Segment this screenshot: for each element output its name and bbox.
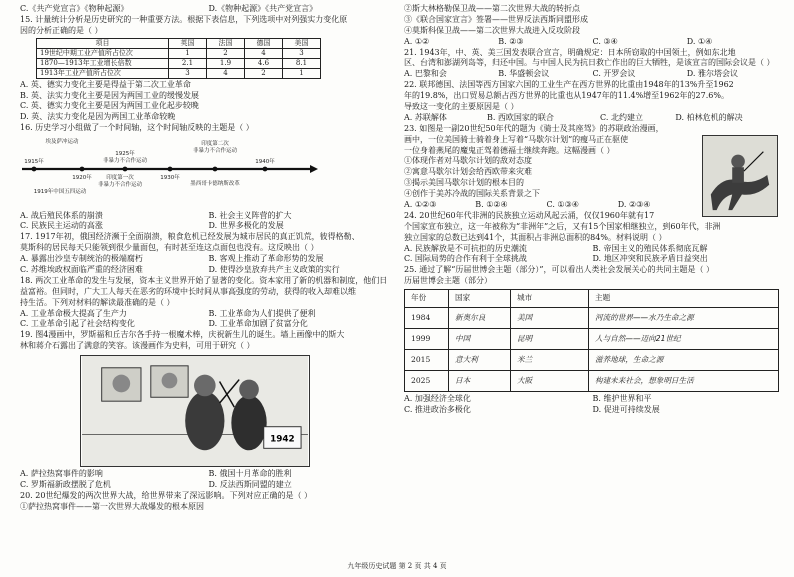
q15-option-b: B. 英、法实力变化主要是因为两国工业的缓慢发展	[20, 90, 199, 100]
q20-option-b: B. ②③	[498, 36, 524, 46]
table-cell: 滋养地球，生命之源	[589, 350, 779, 371]
timeline-label: 1919年中国五四运动	[33, 189, 87, 196]
table-cell: 大阪	[511, 371, 589, 392]
q19-stem-cont: 林和蒋介石露出了满意的笑容。该漫画作为史料，可用于研究（ ）	[20, 341, 255, 351]
q25-header: 城市	[511, 290, 589, 308]
table-cell: 昆明	[511, 329, 589, 350]
q25-options-row2	[404, 405, 781, 416]
cartoon-caption: 1942	[270, 434, 295, 445]
question-17	[20, 232, 397, 276]
q16-stem: 16. 历史学习小组做了一个时间轴，这个时间轴反映的主题是（ ）	[20, 123, 254, 133]
table-cell: 意大利	[449, 350, 511, 371]
q22-stem: 22. 联邦德国、法国等西方国家六国的工业生产在西方世界的比重由1948年的13%升至1962	[404, 80, 734, 90]
q20-item-2: ②斯大林格勒保卫战——第二次世界大战的转折点	[404, 4, 580, 13]
page-footer: 九年级历史试题 第 2 页 共 4 页	[347, 562, 447, 570]
table-cell: 3	[283, 48, 321, 58]
q14-option-c: C.《共产党宣言》《物种起源》	[20, 4, 129, 13]
q14-options	[20, 4, 397, 15]
q19-option-c: C. 罗斯福新政摆脱了危机	[20, 480, 111, 490]
table-cell: 4	[207, 68, 245, 78]
question-18	[20, 276, 397, 330]
timeline-label: 非暴力不合作运动	[97, 182, 143, 189]
q22-option-b: B. 西欧国家的联合	[486, 112, 554, 122]
q23-item-4: ④创作于美苏冷战的国际关系背景之下	[404, 189, 540, 199]
table-row	[37, 58, 321, 68]
q18-option-d: D. 工业革命加剧了贫富分化	[208, 319, 308, 329]
table-cell: 河流的世界——水乃生命之源	[589, 308, 779, 329]
q18-stem-cont: 持生活。下列对材料的解读最准确的是（ ）	[20, 297, 175, 307]
timeline-dot	[213, 167, 218, 172]
q23-option-d: D. ②③④	[617, 200, 651, 210]
q20-option-d: D. ①④	[686, 36, 713, 46]
question-24	[404, 211, 781, 265]
q18-stem: 18. 两次工业革命的发生与发展，资本主义世界开始了显著的变化。资本家用了新的机器和制度，他们日	[20, 275, 388, 285]
q19-cartoon	[80, 355, 310, 467]
q17-options-row1	[20, 254, 397, 265]
q15-stem-cont: 因的分析正确的是（ ）	[20, 25, 103, 35]
q18-options-row1	[20, 309, 397, 320]
q24-stem-cont: 个国家宣布独立，这一年被称为“非洲年”之后，又有15个国家相继独立，到60年代，非洲	[404, 221, 721, 231]
q25-header: 国家	[449, 290, 511, 308]
timeline-label: 非暴力不合作运动	[192, 148, 238, 155]
q18-stem-cont: 益富裕。但同时，广大工人每天在恶劣的环境中长时间从事高强度的劳动，获得的收入却难以维	[20, 286, 356, 296]
q21-stem: 21. 1943年，中、英、美三国发表联合宣言，明确规定：日本所窃取的中国领土，例如东北地	[404, 47, 736, 57]
table-row	[405, 371, 779, 392]
q17-option-c: C. 苏维埃政权面临严重的经济困难	[20, 265, 143, 275]
q19-stem: 19. 图4漫画中，罗斯福和丘吉尔各手持一根魔术棒，庆祝新生儿的诞生。墙上画像中的斯大	[20, 330, 345, 340]
figure-roosevelt-icon	[185, 391, 224, 450]
q23-option-c: C. ①③④	[546, 200, 579, 210]
table-cell: 2.1	[169, 58, 207, 68]
left-column	[20, 4, 397, 513]
q20-option-a: A. ①②	[404, 36, 430, 46]
table-cell: 8.1	[283, 58, 321, 68]
q24-stem: 24. 20世纪60年代非洲的民族独立运动风起云涌，仅仅1960年就有17	[404, 210, 655, 220]
q24-options-row2	[404, 254, 781, 265]
q17-options-row2	[20, 265, 397, 276]
timeline-dot	[80, 167, 85, 172]
q15-header: 项目	[37, 38, 169, 48]
q15-option-d: D. 英、法实力变化是因为两国工业革命较晚	[20, 112, 176, 122]
question-25	[404, 265, 781, 416]
timeline-label: 埃及萨冲运动	[45, 139, 79, 146]
table-cell: 日本	[449, 371, 511, 392]
q23-cartoon	[702, 135, 778, 217]
q17-option-a: A. 暴露出沙皇专制统治的极端腐朽	[20, 254, 143, 264]
timeline-year: 1930年	[160, 175, 180, 182]
q15-header: 德国	[245, 38, 283, 48]
q16-options-row2	[20, 221, 397, 232]
q20-stem: 20. 20世纪爆发的两次世界大战，给世界带来了深远影响。下列对应正确的是（ ）	[20, 490, 312, 500]
q23-item-2: ②寓意马歇尔计划会给西欧带来灾难	[404, 167, 532, 177]
timeline-label: 印度第二次	[201, 141, 229, 148]
q22-options	[404, 113, 781, 124]
q20-item-3: ③《联合国家宣言》签署——世界反法西斯同盟形成	[404, 14, 588, 24]
q15-option-a: A. 英、德实力变化主要是得益于第二次工业革命	[20, 79, 191, 89]
table-cell: 2025	[405, 371, 449, 392]
q16-timeline	[20, 135, 320, 207]
q22-option-d: D. 柏林危机的解决	[675, 112, 743, 122]
question-23	[404, 124, 781, 211]
q23-option-a: A. ①②③	[404, 200, 437, 210]
q18-options-row2	[20, 319, 397, 330]
table-cell: 1	[169, 48, 207, 58]
timeline-label: 非暴力不合作运动	[102, 158, 148, 165]
timeline-year: 1940年	[255, 159, 275, 166]
q24-stem-cont: 独立国家的总数已达到41个，其面积占非洲总面积的84%。材料说明（ ）	[404, 232, 667, 242]
table-cell: 19世纪中期工业产值所占位次	[37, 48, 169, 58]
table-cell: 1999	[405, 329, 449, 350]
q19-options-row1	[20, 469, 397, 480]
table-cell: 4.6	[245, 58, 283, 68]
rider-icon	[731, 154, 745, 168]
table-row	[37, 48, 321, 58]
q25-stem: 25. 通过了解“历届世博会主题（部分）”，可以看出人类社会发展关心的共同主题是（ ）	[404, 265, 714, 275]
q21-option-c: C. 开罗会议	[592, 69, 636, 79]
q25-option-b: B. 维护世界和平	[592, 394, 652, 404]
q17-option-b: B. 客观上推动了革命形势的发展	[208, 254, 324, 264]
table-cell: 构建未来社会，想象明日生活	[589, 371, 779, 392]
question-16	[20, 123, 397, 232]
table-cell: 米兰	[511, 350, 589, 371]
q25-option-a: A. 加强经济全球化	[404, 394, 471, 404]
q18-option-a: A. 工业革命极大提高了生产力	[20, 308, 127, 318]
table-row	[37, 68, 321, 78]
table-cell: 1913年工业产值所占位次	[37, 68, 169, 78]
question-20	[20, 491, 397, 513]
table-cell: 1870—1913年工业增长倍数	[37, 58, 169, 68]
table-row	[405, 308, 779, 329]
q21-option-d: D. 雅尔塔会议	[686, 69, 738, 79]
q18-option-c: C. 工业革命引起了社会结构变化	[20, 319, 135, 329]
q17-stem: 17. 1917年初，俄国经济濒于全面崩溃，粮食危机已经发展为城市居民的真正饥荒，彼得格勒、	[20, 232, 360, 242]
table-cell: 2	[245, 68, 283, 78]
q24-option-d: D. 地区冲突和民族矛盾日益突出	[592, 254, 708, 264]
timeline-label: 墨西哥卡德纳斯改革	[190, 181, 240, 188]
timeline-dot	[168, 167, 173, 172]
q25-options-row1	[404, 394, 781, 405]
table-cell: 中国	[449, 329, 511, 350]
q15-table	[36, 38, 321, 79]
q20-item-1: ①萨拉热窝事件——第一次世界大战爆发的根本原因	[20, 501, 204, 511]
table-cell: 新奥尔良	[449, 308, 511, 329]
q18-option-b: B. 工业革命为人们提供了便利	[208, 308, 316, 318]
right-column	[404, 4, 781, 416]
q20-item-4: ④莫斯科保卫战——第二次世界大战进入反攻阶段	[404, 25, 580, 35]
table-row	[405, 350, 779, 371]
q16-option-b: B. 社会主义阵营的扩大	[208, 210, 292, 220]
q21-option-a: A. 巴黎和会	[404, 69, 447, 79]
table-cell: 美国	[511, 308, 589, 329]
timeline-dot	[263, 167, 268, 172]
timeline-dot	[123, 167, 128, 172]
q25-header: 年份	[405, 290, 449, 308]
q24-option-c: C. 国际局势的合作有利于全球挑战	[404, 254, 527, 264]
timeline-year: 1920年	[72, 175, 92, 182]
figure-churchill-icon	[231, 395, 266, 450]
q15-stem: 15. 计量统计分析是历史研究的一种重要方法。根据下表信息，下列选项中对列强实力变化原	[20, 14, 348, 24]
q15-header: 英国	[169, 38, 207, 48]
q20-options	[404, 37, 781, 48]
q20-option-c: C. ③④	[592, 36, 618, 46]
q15-header: 美国	[283, 38, 321, 48]
q25-table-title: 历届世博会主题（部分）	[404, 276, 492, 286]
q17-stem-cont: 莫斯科的居民每天只能领到很少量面包，有时甚至连这点面包也没有。这反映出（ ）	[20, 243, 319, 253]
q22-option-a: A. 苏联解体	[404, 112, 447, 122]
q23-stem-cont: 一位身着燕尾的魔鬼正驾着德福士继续奔跑。这幅漫画（ ）	[404, 145, 615, 155]
q24-option-b: B. 帝国主义的殖民体系彻底瓦解	[592, 243, 708, 253]
q21-options	[404, 69, 781, 80]
q21-option-b: B. 华盛顿会议	[498, 69, 550, 79]
table-cell: 1	[283, 68, 321, 78]
q22-option-c: C. 北约建立	[600, 112, 643, 122]
table-row	[405, 329, 779, 350]
table-cell: 2	[207, 48, 245, 58]
table-cell: 4	[245, 48, 283, 58]
timeline-label: 1925年	[115, 151, 135, 158]
question-19	[20, 330, 397, 491]
q25-option-d: D. 促进可持续发展	[592, 405, 660, 415]
q23-item-3: ③揭示美国马歇尔计划的根本目的	[404, 178, 524, 188]
q25-header: 主题	[589, 290, 779, 308]
timeline-year: 1915年	[24, 159, 44, 166]
q25-option-c: C. 推进政治多极化	[404, 405, 471, 415]
table-cell: 1984	[405, 308, 449, 329]
q23-item-1: ①体现作者对马歇尔计划的敌对态度	[404, 156, 532, 166]
table-cell: 2015	[405, 350, 449, 371]
timeline-dot	[32, 167, 37, 172]
q21-stem-cont: 区、台湾和澎湖列岛等，归还中国。与中国人民为抗日救亡作出的巨大牺牲，是该宣言的国际会议是（ ）	[404, 58, 775, 68]
timeline-arrow	[310, 165, 318, 173]
q22-stem-cont: 年的19.8%，出口贸易总额占西方世界的比重也从1947年的11.4%增至1962年的27.6%。	[404, 91, 729, 101]
q19-option-b: B. 俄国十月革命的胜利	[208, 469, 292, 479]
question-15	[20, 15, 397, 123]
q16-option-c: C. 民族民主运动的高涨	[20, 221, 103, 231]
question-22	[404, 80, 781, 124]
q23-stem-cont: 画中，一位美国骑士骑着身上写着“马歇尔计划”的瘦马正在驱使	[404, 134, 629, 144]
q24-option-a: A. 民族解放是不可抗拒的历史潮流	[404, 243, 527, 253]
q22-stem-cont: 导致这一变化的主要原因是（ ）	[404, 102, 519, 112]
q16-options-row1	[20, 211, 397, 222]
q23-option-b: B. ①②④	[475, 200, 508, 210]
q16-option-d: D. 世界多极化的发展	[208, 221, 284, 231]
q19-options-row2	[20, 480, 397, 491]
q24-options-row1	[404, 244, 781, 255]
q23-stem: 23. 如图是一副20世纪50年代的题为《骑士及其座驾》的苏联政治漫画，	[404, 123, 664, 133]
table-cell: 人与自然——迈向21世纪	[589, 329, 779, 350]
q19-option-d: D. 反法西斯同盟的建立	[208, 480, 292, 490]
q15-option-c: C. 英、德实力变化主要是因为两国工业化起步较晚	[20, 101, 199, 111]
q17-option-d: D. 使得沙皇放弃共产主义政策的实行	[208, 265, 340, 275]
q15-header: 法国	[207, 38, 245, 48]
timeline-label: 印度第一次	[106, 175, 134, 182]
q19-option-a: A. 萨拉热窝事件的影响	[20, 469, 103, 479]
table-cell: 1.9	[207, 58, 245, 68]
q25-table	[404, 289, 779, 392]
question-21	[404, 48, 781, 81]
q16-option-a: A. 战后殖民体系的崩溃	[20, 210, 103, 220]
q23-options	[404, 200, 689, 211]
q14-option-d: D.《物种起源》《共产党宣言》	[208, 4, 318, 13]
table-cell: 3	[169, 68, 207, 78]
